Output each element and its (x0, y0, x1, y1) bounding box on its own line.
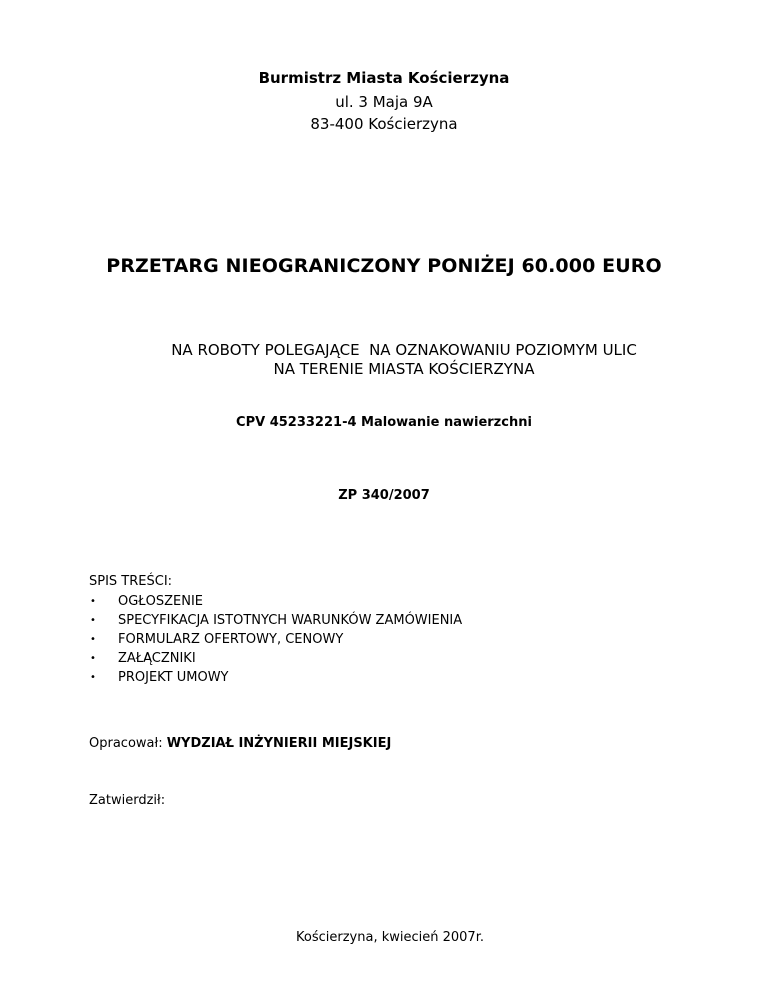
toc-heading: SPIS TREŚCI: (89, 574, 173, 589)
toc-item (89, 649, 462, 668)
subject-line-1: NA ROBOTY POLEGAJĄCE NA OZNAKOWANIU POZIOMYM ULIC (171, 341, 637, 359)
toc-item (89, 592, 462, 611)
document-title: PRZETARG NIEOGRANICZONY PONIŻEJ 60.000 EURO (106, 255, 662, 277)
toc-item (89, 630, 462, 649)
toc-item-label: SPECYFIKACJA ISTOTNYCH WARUNKÓW ZAMÓWIENIA (118, 613, 463, 628)
reference-number: ZP 340/2007 (338, 488, 430, 503)
toc-item-label: ZAŁĄCZNIKI (118, 651, 196, 666)
issuer-street: ul. 3 Maja 9A (335, 93, 433, 111)
subject-line-2: NA TERENIE MIASTA KOŚCIERZYNA (273, 360, 535, 378)
bullet-icon: • (90, 596, 96, 607)
toc-item-label: FORMULARZ OFERTOWY, CENOWY (118, 632, 344, 647)
approved-by-label: Zatwierdził: (89, 793, 166, 808)
toc-list (89, 592, 462, 687)
prepared-by-value: WYDZIAŁ INŻYNIERII MIEJSKIEJ (166, 736, 392, 751)
bullet-icon: • (90, 672, 96, 683)
prepared-by-label: Opracował: (89, 736, 163, 751)
place-and-date: Kościerzyna, kwiecień 2007r. (296, 930, 484, 945)
bullet-icon: • (90, 615, 96, 626)
bullet-icon: • (90, 653, 96, 664)
toc-item-label: OGŁOSZENIE (118, 594, 203, 609)
toc-item (89, 611, 462, 630)
cpv-code: CPV 45233221-4 Malowanie nawierzchni (236, 415, 532, 430)
toc-item (89, 668, 462, 687)
bullet-icon: • (90, 634, 96, 645)
prepared-by (89, 736, 391, 751)
issuer-city: 83-400 Kościerzyna (310, 115, 458, 133)
toc-item-label: PROJEKT UMOWY (118, 670, 229, 685)
issuer-name: Burmistrz Miasta Kościerzyna (258, 69, 510, 87)
